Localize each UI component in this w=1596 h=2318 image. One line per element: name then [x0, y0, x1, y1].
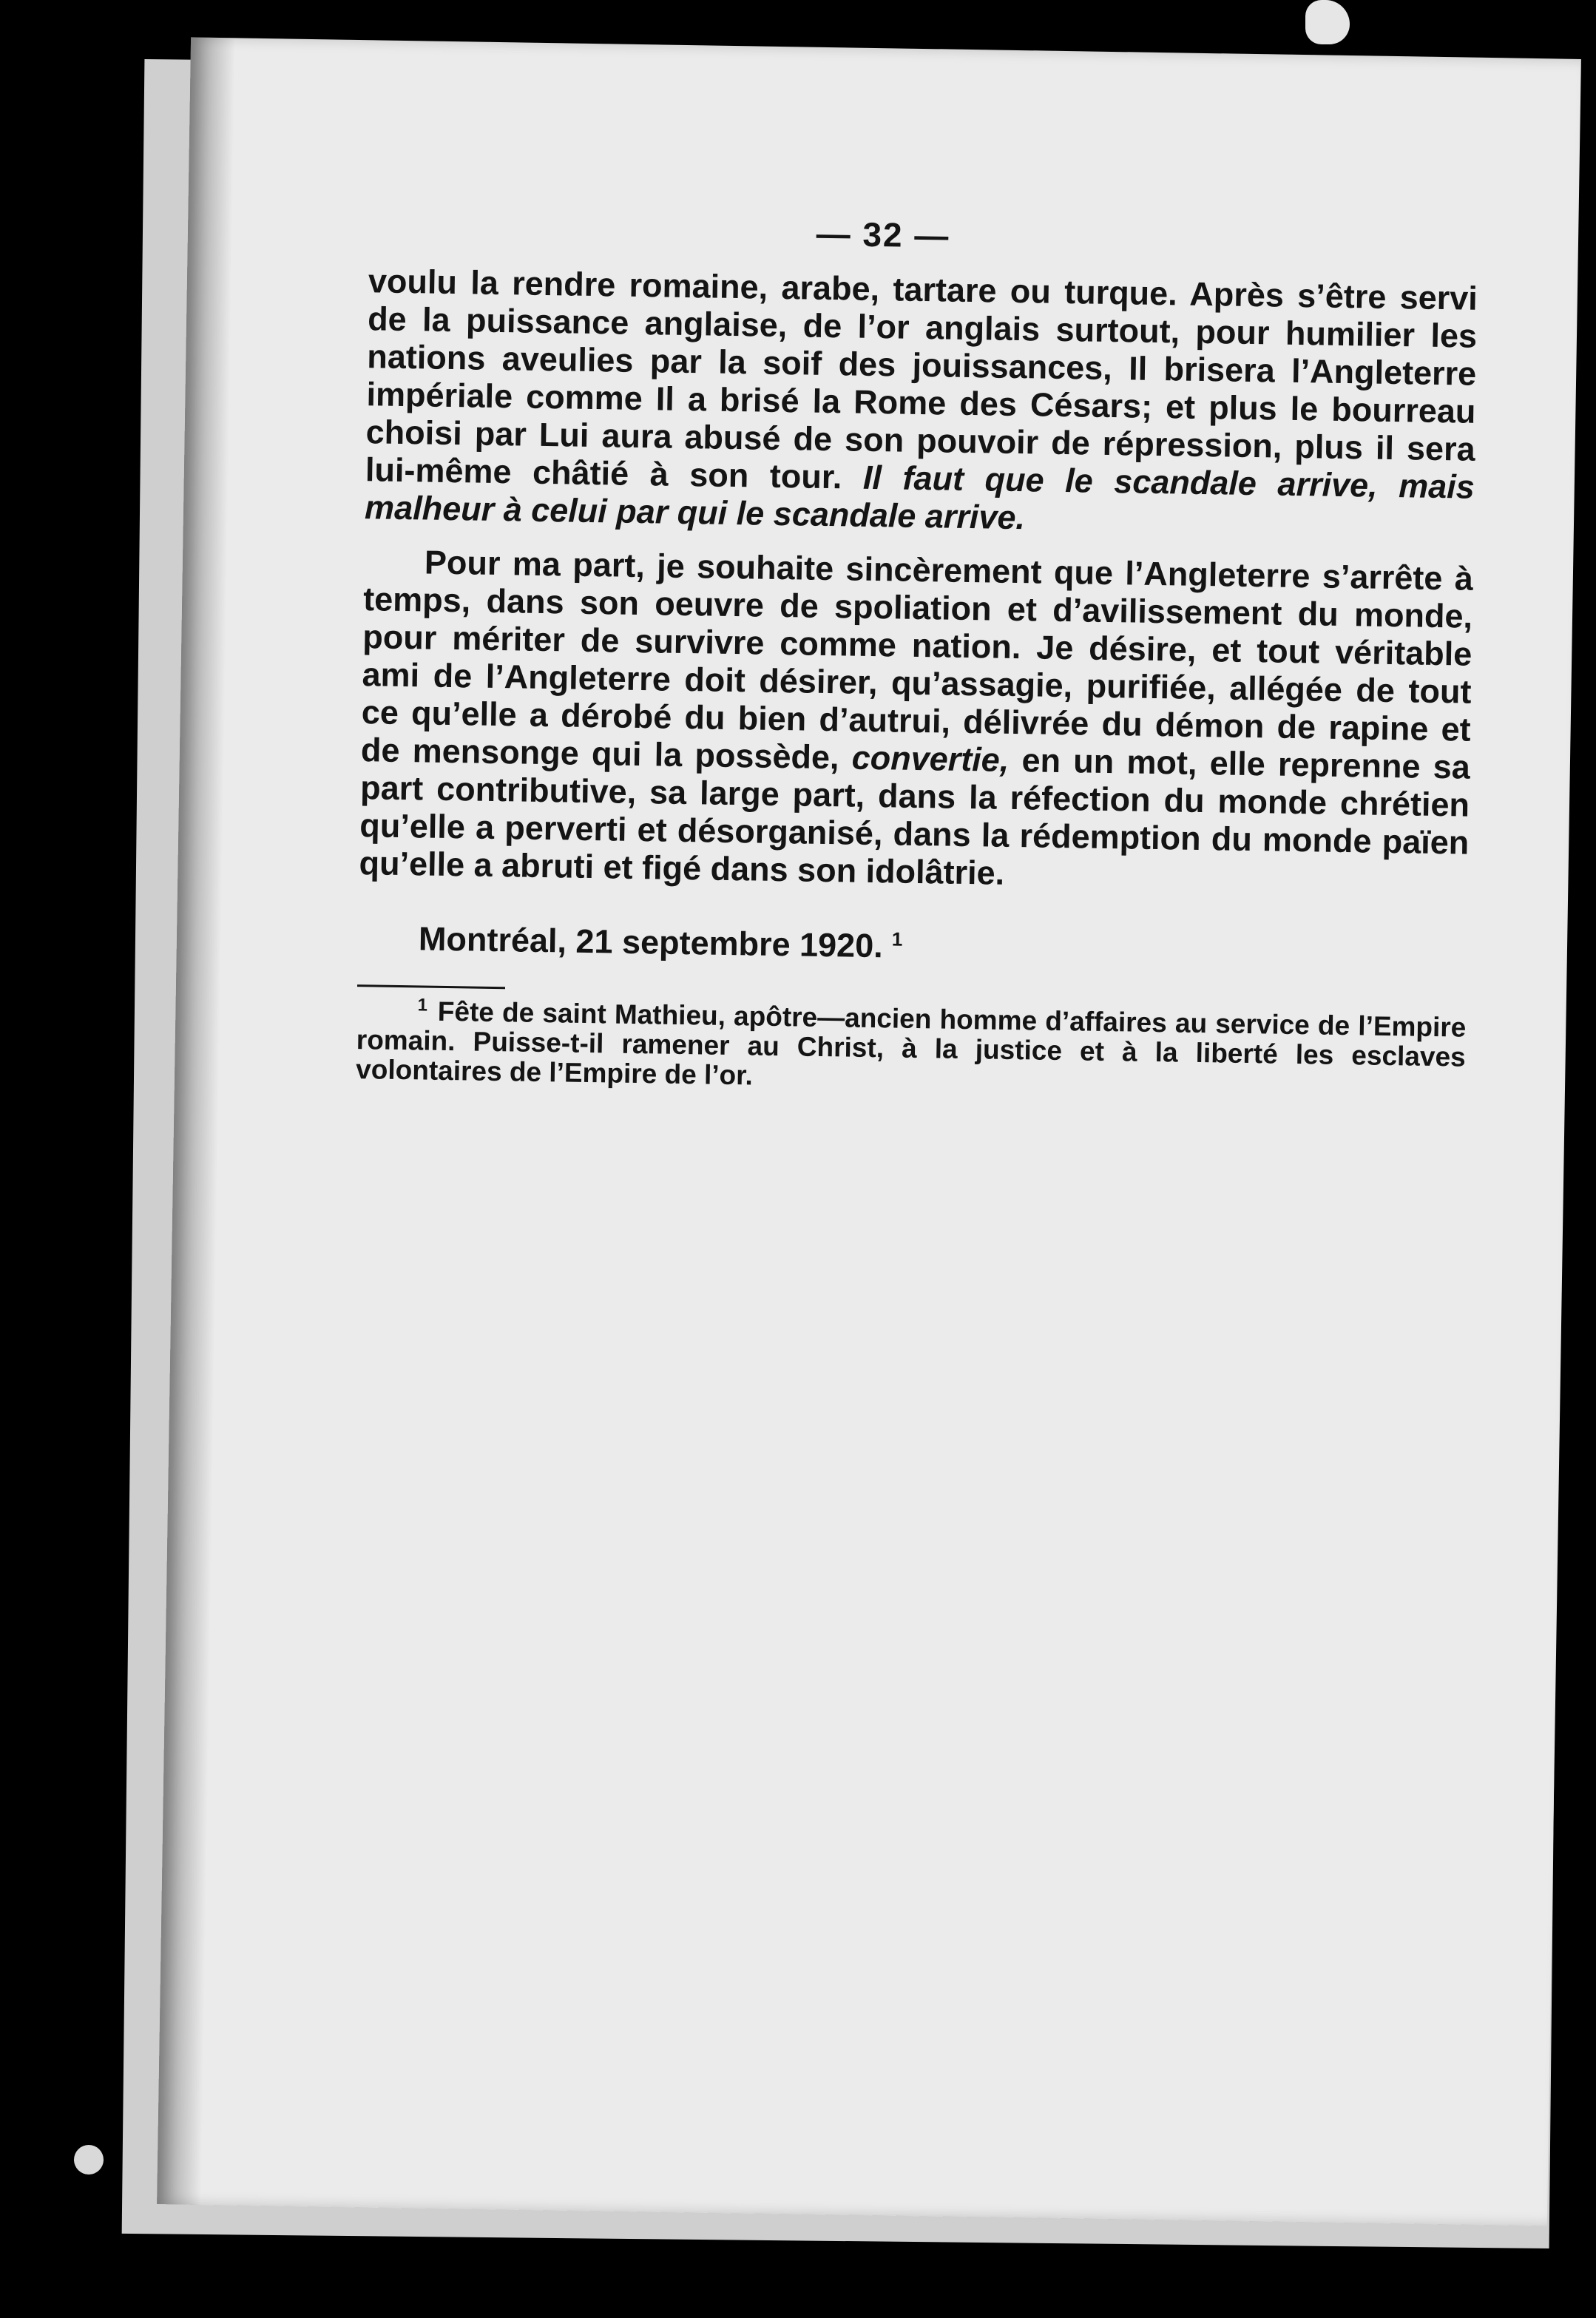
paragraph-1-text: voulu la rendre romaine, arabe, tartare ou turque. Après s’être servi de la puissance anglaise, de l’or anglais surtout, pour humilier les nations aveulies par la soif des jouissances, Il brisera l’Angleterre impériale comme Il a brisé la Rome des Césars; et plus le bourreau choisi par Lui aura abusé de son pouvoir de répression, plus il sera lui-même châtié à son tour.: [365, 262, 1478, 496]
book-page: [157, 37, 1581, 2226]
page-number: — 32 —: [816, 214, 950, 255]
footnote-text: Fête de saint Mathieu, apôtre—ancien homme d’affaires au service de l’Empire romain. Puisse-t-il ramener au Christ, à la justice et à la liberté les esclaves volontaires de l’Empire de l’or.: [355, 996, 1467, 1091]
footnote-marker: 1: [417, 995, 428, 1016]
paragraph-2: [359, 542, 1473, 899]
paragraph-2-text-b: en un mot, elle reprenne sa part contributive, sa large part, dans la réfection du monde chrétien qu’elle a perverti et désorganisé, dans la rédemption du monde païen qu’elle a abruti et figé dans son idolâtrie.: [359, 741, 1471, 892]
paragraph-2-text-a: Pour ma part, je souhaite sincèrement que l’Angleterre s’arrête à temps, dans son oeuvre de spoliation et d’avilissement du monde, pour mériter de survivre comme nation. Je désire, et tout véritable ami de l’Angleterre doit désirer, qu’assagie, purifiée, allégée de tout ce qu’elle a dérobé du bien d’autrui, délivrée du démon de rapine et de mensonge qui la possède,: [360, 543, 1474, 777]
signoff-line: [358, 919, 1468, 974]
scan-artifact-corner: [74, 2145, 104, 2175]
footnote-divider: [357, 984, 505, 989]
paragraph-2-italic-word: convertie,: [851, 738, 1010, 779]
footnote: [356, 996, 1467, 1102]
footnote-reference-marker: 1: [891, 927, 903, 950]
paragraph-1-italic-quote: Il faut que le scandale arrive, mais malheur à celui par qui le scandale arrive.: [364, 458, 1475, 537]
body-text: [356, 262, 1478, 1101]
scan-artifact-top: [1305, 0, 1350, 44]
signoff-place-date: Montréal, 21 septembre 1920.: [418, 919, 884, 965]
paragraph-1: [365, 262, 1478, 544]
